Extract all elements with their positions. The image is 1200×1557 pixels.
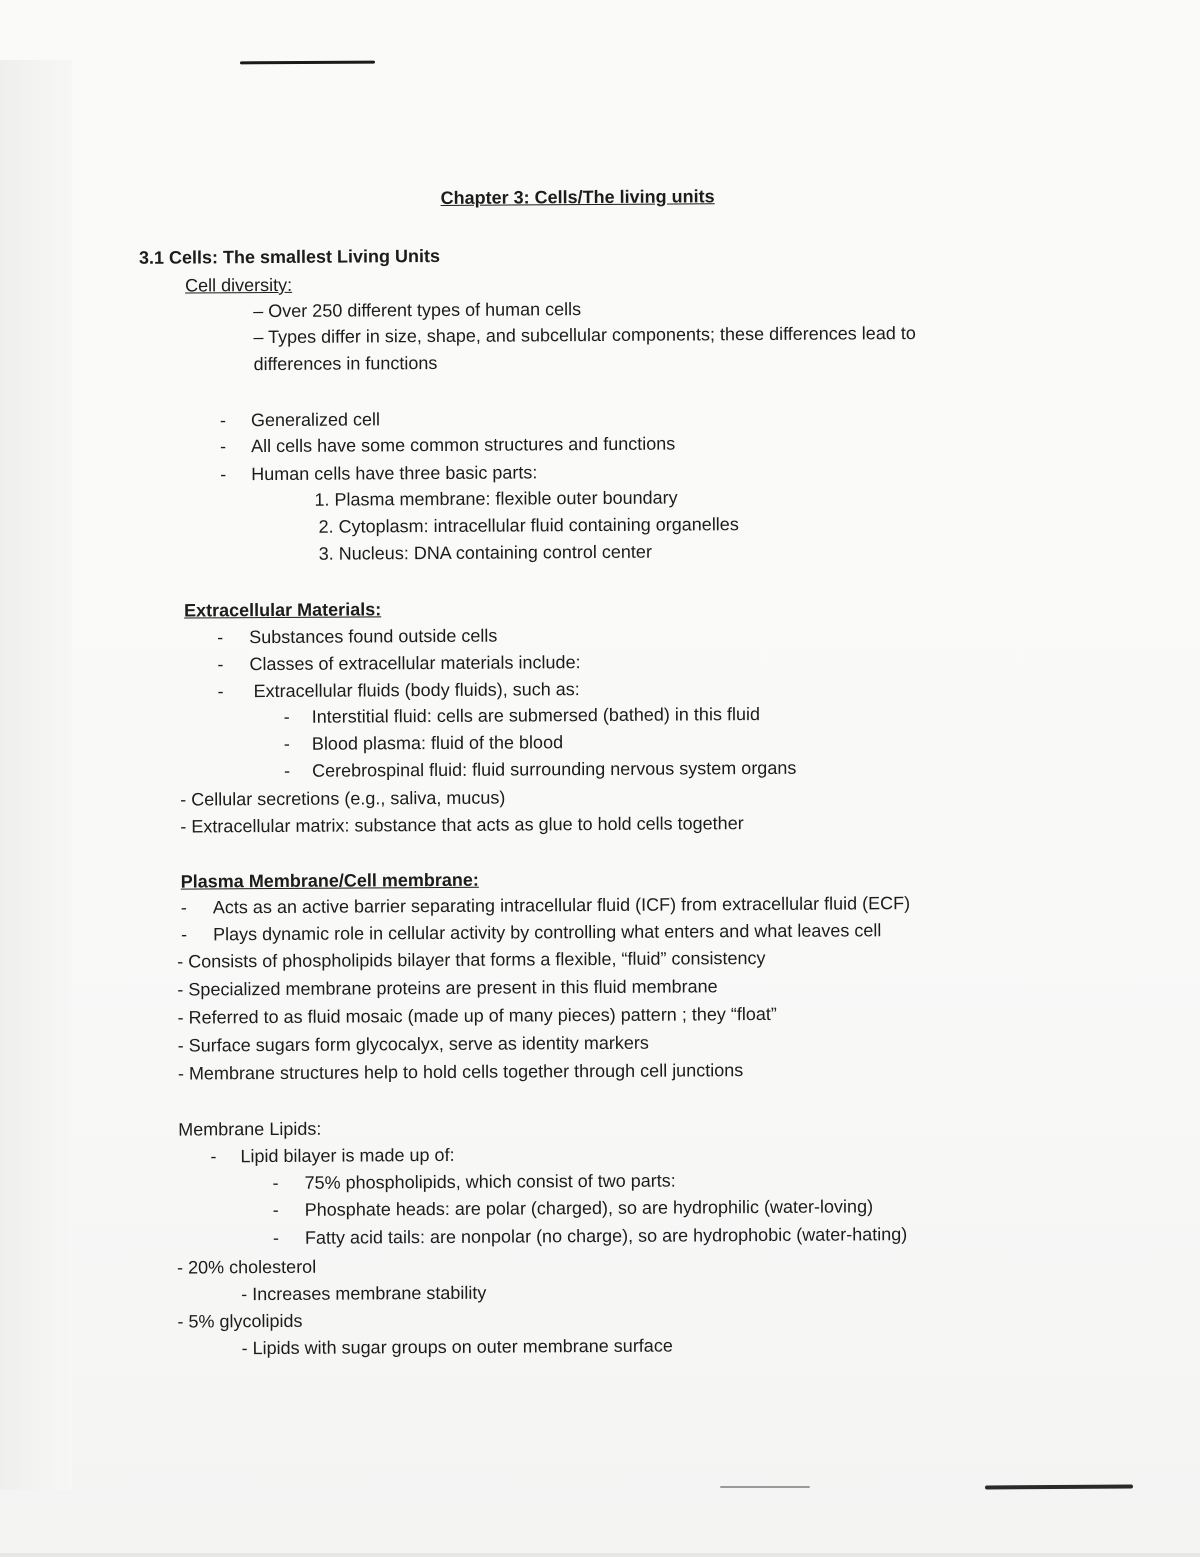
plasma-membrane-item: - Surface sugars form glycocalyx, serve as identity markers (177, 1032, 649, 1056)
phospholipid-item: Fatty acid tails: are nonpolar (no charge), so are hydrophobic (water-hating) (304, 1224, 908, 1248)
fluid-item: Cerebrospinal fluid: fluid surrounding nervous system organs (311, 757, 797, 781)
bullet-dash: - (283, 760, 291, 781)
cell-diversity-item: – Types differ in size, shape, and subcellular components; these differences lead to (253, 323, 916, 348)
extracellular-other-item: - Cellular secretions (e.g., saliva, mucus) (180, 787, 506, 810)
bullet-dash: - (210, 1146, 217, 1167)
membrane-lipids-heading: Membrane Lipids: (178, 1118, 322, 1140)
page-title: Chapter 3: Cells/The living units (440, 186, 715, 208)
generalized-item: Generalized cell (250, 409, 381, 431)
fluid-item: Blood plasma: fluid of the blood (311, 732, 564, 754)
plasma-membrane-item: Plays dynamic role in cellular activity by controlling what enters and what leaves cell (212, 920, 882, 945)
bullet-dash: - (272, 1227, 279, 1249)
plasma-membrane-item: - Referred to as fluid mosaic (made up of many pieces) pattern ; they “float” (177, 1003, 777, 1028)
section-heading: 3.1 Cells: The smallest Living Units (138, 245, 441, 268)
plasma-membrane-item: - Specialized membrane proteins are present in this fluid membrane (177, 976, 718, 1000)
cholesterol-sub-item: - Increases membrane stability (241, 1282, 487, 1305)
bullet-dash: - (219, 410, 226, 431)
glycolipids-sub-item: - Lipids with sugar groups on outer membrane surface (241, 1335, 673, 1359)
plasma-membrane-item: Acts as an active barrier separating intracellular fluid (ICF) from extracellular fluid (ECF) (212, 893, 911, 918)
bullet-dash: - (217, 654, 224, 675)
glycolipids-item: - 5% glycolipids (177, 1310, 303, 1332)
bullet-dash: - (217, 627, 224, 648)
bullet-dash: - (220, 464, 227, 485)
lipid-bilayer-item: Lipid bilayer is made up of: (240, 1144, 455, 1167)
extracellular-item: Classes of extracellular materials include: (249, 652, 581, 675)
cell-part-item: 2. Cytoplasm: intracellular fluid containing organelles (318, 514, 739, 537)
cell-diversity-item: differences in functions (253, 352, 438, 375)
bullet-dash: - (283, 733, 290, 754)
extracellular-item: Substances found outside cells (249, 625, 498, 648)
cell-part-item: 1. Plasma membrane: flexible outer boundary (314, 487, 678, 510)
cell-diversity-item: – Over 250 different types of human cells (253, 299, 582, 322)
bullet-dash: - (220, 436, 227, 457)
cell-part-item: 3. Nucleus: DNA containing control center (318, 541, 652, 564)
phospholipid-item: 75% phospholipids, which consist of two parts: (304, 1170, 676, 1193)
bullet-dash: - (272, 1199, 279, 1221)
extracellular-item: Extracellular fluids (body fluids), such as: (253, 679, 580, 702)
extracellular-other-item: - Extracellular matrix: substance that acts as glue to hold cells together (180, 813, 744, 837)
fluid-item: Interstitial fluid: cells are submersed (bathed) in this fluid (311, 704, 761, 727)
phospholipid-item: Phosphate heads: are polar (charged), so are hydrophilic (water-loving) (304, 1196, 874, 1220)
plasma-membrane-item: - Consists of phospholipids bilayer that forms a flexible, “fluid” consistency (177, 947, 766, 972)
bullet-dash: - (217, 681, 224, 702)
plasma-membrane-heading: Plasma Membrane/Cell membrane: (180, 869, 479, 892)
cholesterol-item: - 20% cholesterol (177, 1256, 317, 1278)
cell-diversity-label: Cell diversity: (185, 274, 293, 296)
bullet-dash: - (272, 1172, 279, 1194)
extracellular-heading: Extracellular Materials: (184, 599, 382, 621)
bullet-dash: - (180, 897, 187, 918)
bullet-dash: - (283, 706, 290, 727)
generalized-item: Human cells have three basic parts: (251, 462, 538, 485)
plasma-membrane-item: - Membrane structures help to hold cells together through cell junctions (177, 1060, 744, 1084)
bullet-dash: - (180, 924, 188, 945)
generalized-item: All cells have some common structures and functions (251, 433, 676, 457)
